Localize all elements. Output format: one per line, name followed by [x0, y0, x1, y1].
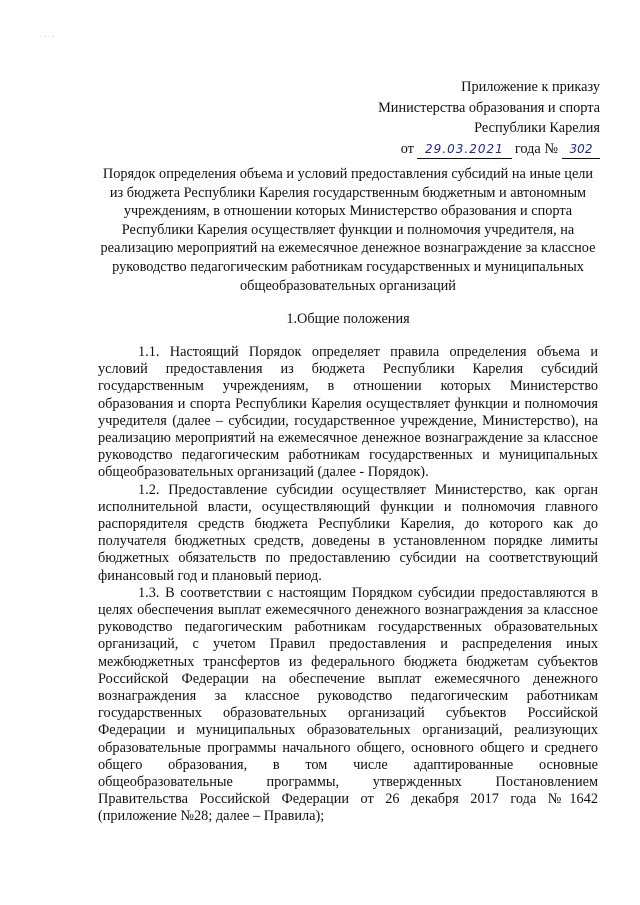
corner-scan-mark: · · — [44, 33, 57, 41]
handwritten-date: 29.03.2021 — [417, 141, 512, 159]
paragraph-1-2: 1.2. Предоставление субсидии осуществляет Министерство, как орган исполнительной власти, осуществляющий функции и полномочия главного распорядителя средств бюджета Республики Карелия, до которого как до получателя бюджетных средств, доведены в установленном порядке лимиты бюджетных обязательств по предоставлению субсидии на соответствующий финансовый год и плановый период. — [98, 481, 598, 584]
header-line-republic: Республики Карелия — [474, 120, 600, 136]
date-prefix: от — [400, 140, 414, 157]
order-appendix-header — [300, 77, 600, 159]
document-body — [98, 344, 598, 826]
document-title: Порядок определения объема и условий предоставления субсидий на иные цели из бюджета Республики Карелия государственным бюджетным и автономным учреждениям, в отношении которых Министерство образования и спорта Республики Карелия осуществляет функции и полномочия учредителя, на реализацию мероприятий на ежемесячное денежное вознаграждение за классное руководство педагогическим работникам государственных и муниципальных общеобразовательных организаций — [100, 166, 596, 294]
paragraph-1-3: 1.3. В соответствии с настоящим Порядком субсидии предоставляются в целях обеспечения выплат ежемесячного денежного вознаграждения за классное руководство педагогическим работникам государственных образовательных организаций, с учетом Правил предоставления и распределения иных межбюджетных трансфертов из федерального бюджета бюджетам субъектов Российской Федерации на обеспечение выплат ежемесячного денежного вознаграждения за классное руководство педагогическим работникам государственных образовательных организаций субъектов Российской Федерации и муниципальных образовательных организаций, реализующих образовательные программы начального общего, основного общего и среднего общего образования, в том числе адаптированные основные общеобразовательные программы, утвержденных Постановлением Правительства Российской Федерации от 26 декабря 2017 года №1642 (приложение №28; далее – Правила); — [98, 584, 598, 825]
handwritten-order-number: 302 — [562, 141, 600, 159]
header-line-appendix: Приложение к приказу — [461, 79, 600, 95]
header-line-ministry: Министерства образования и спорта — [378, 99, 600, 116]
header-date-line — [300, 139, 600, 160]
section-heading: 1.Общие положения — [286, 311, 410, 327]
paragraph-1-1: 1.1. Настоящий Порядок определяет правила определения объема и условий предоставления из бюджета Республики Карелия субсидий государственным учреждениям, в отношении которых Министерство образования и спорта Республики Карелия осуществляет функции и полномочия учредителя (далее – субсидии, государственное учреждение, Министерство), на реализацию мероприятий на ежемесячное денежное вознаграждение за классное руководство педагогическим работникам государственных и муниципальных общеобразовательных организаций (далее - Порядок). — [98, 344, 598, 481]
number-label: года № — [514, 140, 558, 157]
